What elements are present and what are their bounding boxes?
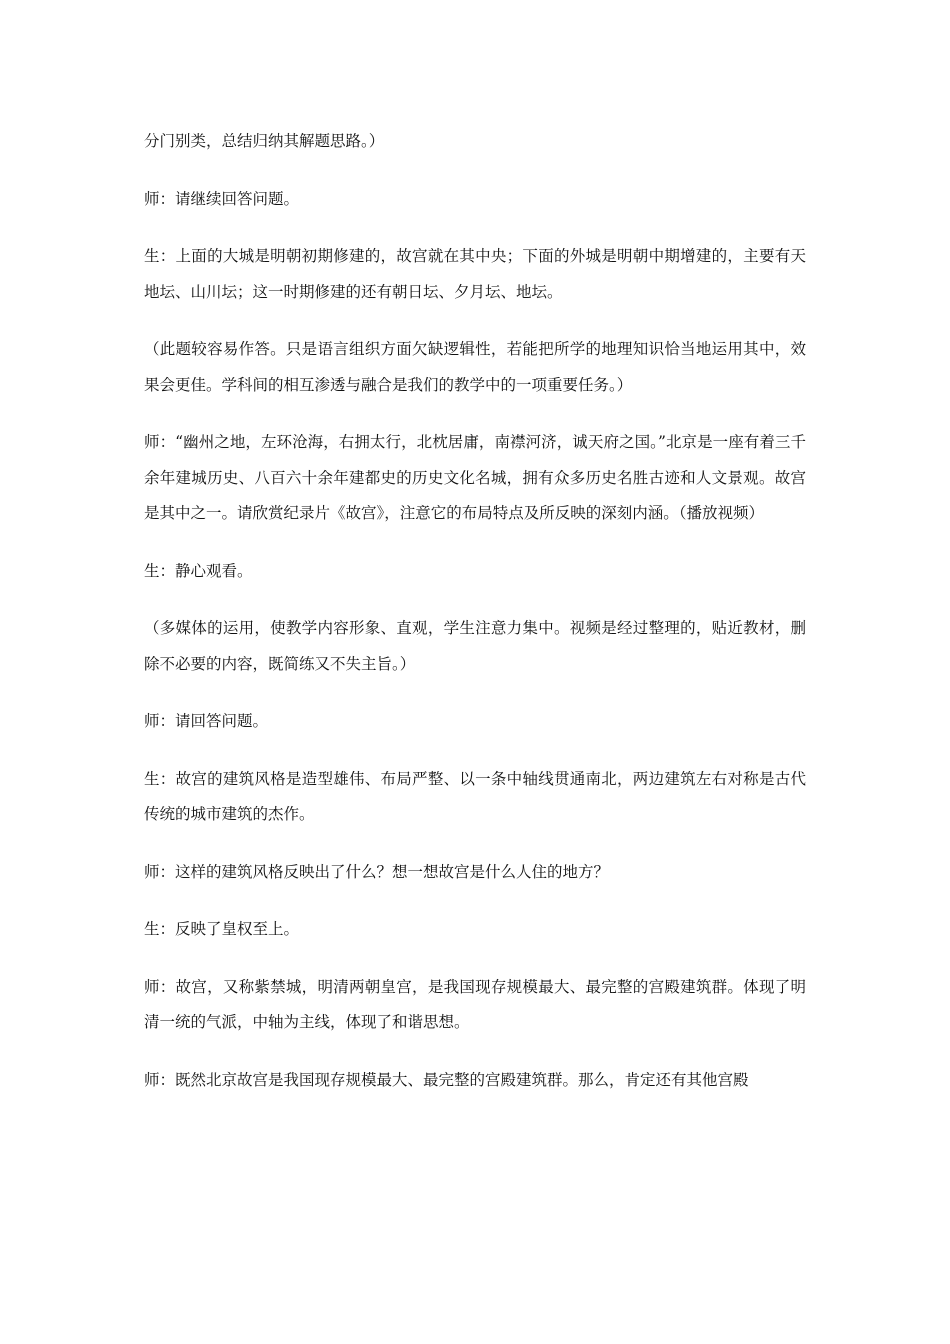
paragraph-12: 师：故宫，又称紫禁城，明清两朝皇宫，是我国现存规模最大、最完整的宫殿建筑群。体现了明清一统的气派，中轴为主线，体现了和谐思想。 [144,977,806,1031]
paragraph-6: 生：静心观看。 [144,561,253,580]
paragraph-3: 生：上面的大城是明朝初期修建的，故宫就在其中央；下面的外城是明朝中期增建的，主要有天地坛、山川坛；这一时期修建的还有朝日坛、夕月坛、地坛。 [144,247,806,301]
paragraph-13: 师：既然北京故宫是我国现存规模最大、最完整的宫殿建筑群。那么，肯定还有其他宫殿 [144,1070,749,1089]
document-body [144,124,806,1120]
paragraph-1: 分门别类，总结归纳其解题思路。） [144,132,385,150]
paragraph-8: 师：请回答问题。 [144,712,269,730]
paragraph-10: 师：这样的建筑风格反映出了什么？想一想故宫是什么人住的地方？ [144,862,610,881]
paragraph-11: 生：反映了皇权至上。 [144,920,300,938]
paragraph-4: （此题较容易作答。只是语言组织方面欠缺逻辑性，若能把所学的地理知识恰当地运用其中，效果会更佳。学科间的相互渗透与融合是我们的教学中的一项重要任务。） [144,340,806,394]
paragraph-2: 师：请继续回答问题。 [144,189,300,208]
paragraph-7: （多媒体的运用，使教学内容形象、直观，学生注意力集中。视频是经过整理的，贴近教材，删除不必要的内容，既简练又不失主旨。） [144,619,806,673]
paragraph-9: 生：故宫的建筑风格是造型雄伟、布局严整、以一条中轴线贯通南北，两边建筑左右对称是古代传统的城市建筑的杰作。 [144,769,806,823]
paragraph-5: 师：“幽州之地，左环沧海，右拥太行，北枕居庸，南襟河济，诚天府之国。”北京是一座有着三千余年建城历史、八百六十余年建都史的历史文化名城，拥有众多历史名胜古迹和人文景观。故宫是其中之一。请欣赏纪录片《故宫》，注意它的布局特点及所反映的深刻内涵。（播放视频） [144,433,806,522]
